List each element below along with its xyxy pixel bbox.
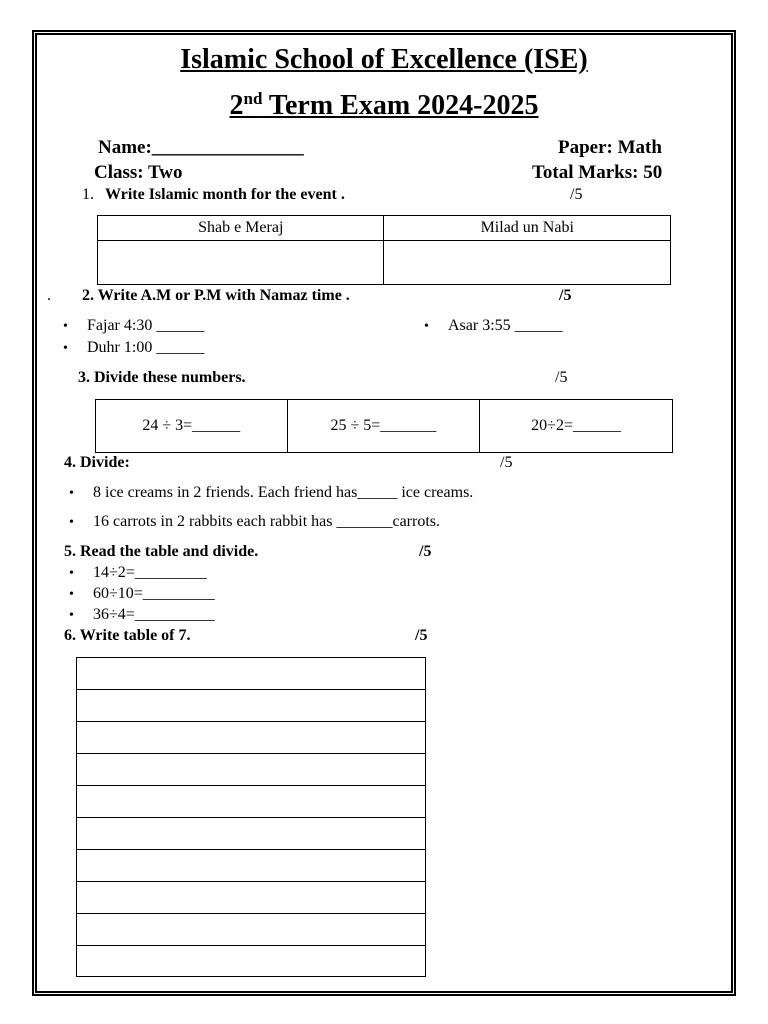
school-title: Islamic School of Excellence (ISE) xyxy=(180,44,588,75)
q1-answer-cell[interactable] xyxy=(384,241,671,285)
q1-header-shab-e-meraj: Shab e Meraj xyxy=(98,216,384,241)
q6-answer-row[interactable] xyxy=(77,946,426,977)
total-marks-label: Total Marks: 50 xyxy=(532,162,663,183)
q6-answer-row[interactable] xyxy=(77,722,426,754)
q4-item-carrots: • 16 carrots in 2 rabbits each rabbit has _______carrots. xyxy=(69,513,440,531)
q5-marks: /5 xyxy=(419,543,432,560)
q3-cell-25-div-5[interactable]: 25 ÷ 5=_______ xyxy=(287,400,480,453)
q6-answer-row[interactable] xyxy=(77,914,426,946)
q1-table xyxy=(97,215,671,285)
q4-item-ice-creams: • 8 ice creams in 2 friends. Each friend has_____ ice creams. xyxy=(69,484,473,502)
q5-item-36-div-4: • 36÷4=__________ xyxy=(69,606,215,624)
q5-item-14-div-2: • 14÷2=_________ xyxy=(69,564,207,582)
q3-marks: /5 xyxy=(555,369,568,386)
q1-text: Write Islamic month for the event . xyxy=(105,186,345,203)
exam-term-number: 2 xyxy=(229,90,244,121)
q6-answer-row[interactable] xyxy=(77,882,426,914)
q6-answer-table xyxy=(76,657,426,977)
exam-title xyxy=(0,89,768,122)
q6-answer-row[interactable] xyxy=(77,786,426,818)
q6-answer-row[interactable] xyxy=(77,754,426,786)
q3-cell-24-div-3[interactable]: 24 ÷ 3=______ xyxy=(96,400,288,453)
q6-answer-row[interactable] xyxy=(77,850,426,882)
exam-term-suffix: nd xyxy=(243,89,263,108)
q4-marks: /5 xyxy=(500,454,513,471)
q5-item-60-div-10: • 60÷10=_________ xyxy=(69,585,215,603)
q2-marks: /5 xyxy=(559,287,572,304)
exam-term-rest: Term Exam 2024-2025 xyxy=(262,90,539,121)
class-label: Class: Two xyxy=(94,162,183,183)
q6-text: 6. Write table of 7. xyxy=(64,627,191,644)
q1-number: 1. xyxy=(82,186,94,203)
q2-leading-dot: . xyxy=(47,287,51,304)
name-field[interactable]: Name:________________ xyxy=(98,137,304,158)
q3-cell-20-div-2[interactable]: 20÷2=______ xyxy=(480,400,673,453)
q6-answer-row[interactable] xyxy=(77,818,426,850)
q1-answer-cell[interactable] xyxy=(98,241,384,285)
q4-text: 4. Divide: xyxy=(64,454,130,471)
q2-text: 2. Write A.M or P.M with Namaz time . xyxy=(82,287,350,304)
q6-answer-row[interactable] xyxy=(77,658,426,690)
q5-text: 5. Read the table and divide. xyxy=(64,543,259,560)
q6-answer-row[interactable] xyxy=(77,690,426,722)
q3-table xyxy=(95,399,673,453)
q1-marks: /5 xyxy=(570,186,583,203)
q1-header-milad-un-nabi: Milad un Nabi xyxy=(384,216,671,241)
q2-item-duhr: • Duhr 1:00 ______ xyxy=(63,339,204,357)
q3-text: 3. Divide these numbers. xyxy=(78,369,246,386)
q2-item-asar: • Asar 3:55 ______ xyxy=(424,317,563,335)
paper-label: Paper: Math xyxy=(558,137,662,158)
q2-item-fajar: • Fajar 4:30 ______ xyxy=(63,317,204,335)
q6-marks: /5 xyxy=(415,627,428,644)
